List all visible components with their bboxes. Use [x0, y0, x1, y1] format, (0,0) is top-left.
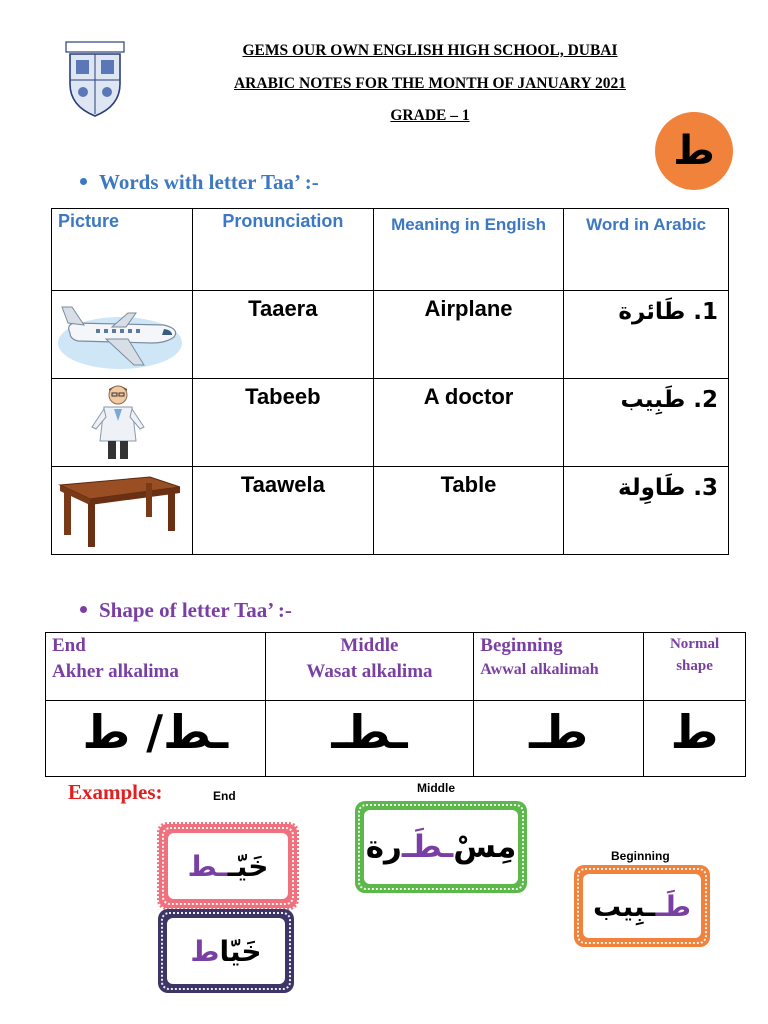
picture-cell — [52, 467, 193, 555]
pronunciation-cell: Taawela — [192, 467, 373, 555]
highlight-letter: ـط — [187, 849, 228, 883]
header-beginning-label: Beginning — [480, 635, 563, 656]
words-table-header-row — [52, 209, 729, 291]
header-end — [46, 633, 266, 701]
letter-taa-badge: ط — [655, 112, 733, 190]
example-word-part: ـبِيب — [592, 889, 656, 923]
header-picture: Picture — [52, 209, 193, 291]
header-middle — [265, 633, 474, 701]
pronunciation-cell: Taaera — [192, 291, 373, 379]
header-arabic: Word in Arabic — [564, 209, 729, 291]
example-word-part: رة — [365, 829, 402, 865]
bullet-icon — [80, 178, 87, 185]
header-meaning: Meaning in English — [373, 209, 564, 291]
school-logo-crest — [62, 40, 128, 118]
shape-end: ـط/ ط — [46, 701, 266, 777]
airplane-picture — [56, 295, 184, 375]
label-middle: Middle — [417, 781, 455, 795]
pronunciation-cell: Tabeeb — [192, 379, 373, 467]
header-beginning — [474, 633, 644, 701]
picture-cell — [52, 291, 193, 379]
example-card-end-2 — [158, 909, 294, 993]
header-normal: Normal shape — [644, 633, 746, 701]
section-shape-title — [80, 598, 292, 623]
example-word-part: مِسْ — [453, 829, 517, 865]
table-row — [52, 291, 729, 379]
header-middle-label: Middle — [340, 635, 399, 656]
meaning-cell: Table — [373, 467, 564, 555]
example-card-end-1 — [157, 822, 299, 910]
arabic-word-cell: 2. طَبِيب — [564, 379, 729, 467]
example-word — [583, 874, 701, 938]
doctor-picture — [56, 383, 184, 463]
example-card-beginning — [574, 865, 710, 947]
example-word — [167, 918, 285, 984]
examples-title: Examples: — [68, 780, 163, 804]
table-row — [52, 467, 729, 555]
label-end: End — [213, 789, 236, 803]
picture-cell — [52, 379, 193, 467]
table-row — [52, 379, 729, 467]
shape-normal: ط — [644, 701, 746, 777]
section-words-title — [80, 170, 319, 195]
highlight-letter: ـطَـ — [401, 829, 454, 865]
shape-beginning: طـ — [474, 701, 644, 777]
bullet-icon — [80, 606, 87, 613]
shapes-row — [46, 701, 746, 777]
header-pronunciation: Pronunciation — [192, 209, 373, 291]
section-words-title-text: Words with letter Taa’ :- — [99, 170, 319, 194]
header-end-sub: Akher alkalima — [52, 661, 179, 682]
example-card-middle — [355, 801, 527, 893]
header-middle-sub: Wasat alkalima — [306, 661, 433, 682]
header-beginning-sub: Awwal alkalimah — [480, 661, 599, 678]
example-word — [364, 810, 518, 884]
header-end-label: End — [52, 635, 86, 656]
example-word-part: خَيّا — [219, 934, 262, 968]
label-beginning: Beginning — [611, 849, 670, 863]
meaning-cell: Airplane — [373, 291, 564, 379]
example-word-part: خَيّـ — [227, 849, 269, 883]
notes-title: ARABIC NOTES FOR THE MONTH OF JANUARY 2021 — [233, 75, 626, 92]
shape-middle: ـطـ — [265, 701, 474, 777]
school-name: GEMS OUR OWN ENGLISH HIGH SCHOOL, DUBAI — [242, 42, 618, 59]
meaning-cell: A doctor — [373, 379, 564, 467]
section-shape-title-text: Shape of letter Taa’ :- — [99, 598, 292, 622]
words-table — [51, 208, 729, 555]
shapes-table-header-row — [46, 633, 746, 701]
highlight-letter: ط — [190, 934, 220, 968]
shapes-table — [45, 632, 746, 777]
arabic-word-cell: 1. طَائرة — [564, 291, 729, 379]
highlight-letter: طَـ — [655, 889, 692, 923]
example-word — [168, 833, 288, 899]
arabic-word-cell: 3. طَاوِلة — [564, 467, 729, 555]
table-picture — [56, 471, 184, 551]
grade-title: GRADE – 1 — [390, 107, 470, 124]
